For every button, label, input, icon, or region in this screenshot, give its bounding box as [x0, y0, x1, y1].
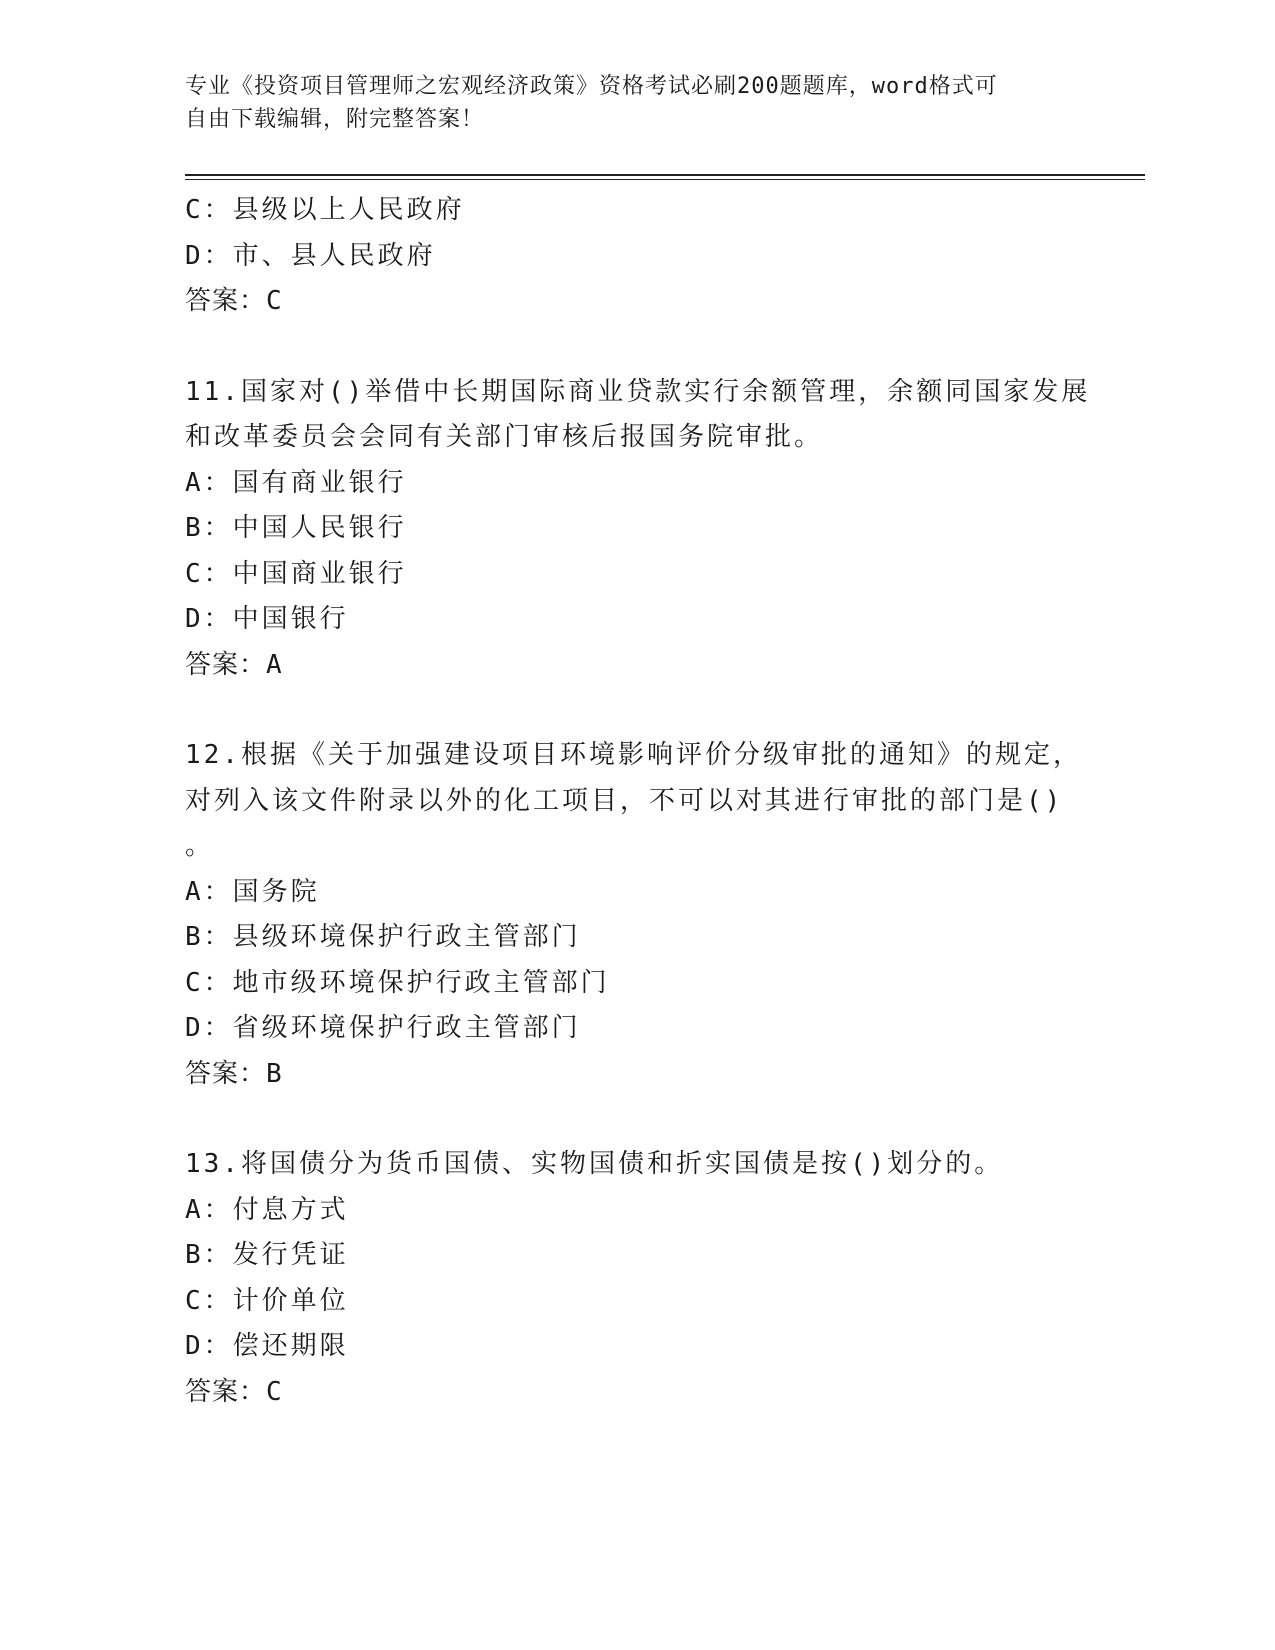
document-header	[185, 70, 1065, 136]
spacer	[185, 325, 1145, 370]
option-c: C：地市级环境保护行政主管部门	[185, 967, 610, 998]
option-a: A：国有商业银行	[185, 467, 407, 498]
answer-text: 答案：B	[185, 1058, 283, 1089]
spacer	[185, 1097, 1145, 1142]
header-line-2: 自由下载编辑，附完整答案！	[185, 107, 485, 132]
question-line: 。	[185, 831, 215, 861]
question-text	[185, 733, 1082, 870]
question-line: 13.将国债分为货币国债、实物国债和折实国债是按()划分的。	[185, 1149, 1004, 1179]
option-b: B：县级环境保护行政主管部门	[185, 922, 581, 952]
question-block	[185, 733, 1145, 1097]
option-b: B：发行凭证	[185, 1240, 349, 1270]
option-d: D：省级环境保护行政主管部门	[185, 1013, 581, 1043]
option-a: A：国务院	[185, 876, 320, 907]
option-d: D：偿还期限	[185, 1331, 349, 1361]
question-block	[185, 1142, 1145, 1415]
option-d: D：市、县人民政府	[185, 240, 436, 271]
question-line: 和改革委员会会同有关部门审核后报国务院审批。	[185, 422, 824, 452]
option-c: C：县级以上人民政府	[185, 195, 465, 225]
answer-text: 答案：C	[185, 286, 283, 316]
option-c: C：中国商业银行	[185, 558, 407, 589]
option-c: C：计价单位	[185, 1285, 349, 1316]
document-page	[185, 70, 1145, 1415]
spacer	[185, 688, 1145, 733]
option-d: D：中国银行	[185, 604, 349, 634]
question-line: 对列入该文件附录以外的化工项目，不可以对其进行审批的部门是()	[185, 785, 1064, 816]
question-content	[185, 188, 1145, 1415]
question-text	[185, 370, 1091, 461]
question-line: 11.国家对()举借中长期国际商业贷款实行余额管理，余额同国家发展	[185, 376, 1091, 407]
option-b: B：中国人民银行	[185, 513, 407, 543]
header-divider	[185, 174, 1145, 180]
question-line: 12.根据《关于加强建设项目环境影响评价分级审批的通知》的规定，	[185, 740, 1082, 770]
answer-text: 答案：C	[185, 1376, 283, 1407]
answer-text: 答案：A	[185, 649, 283, 680]
question-block	[185, 370, 1145, 689]
option-a: A：付息方式	[185, 1194, 349, 1225]
question-text	[185, 1142, 1065, 1188]
header-line-1: 专业《投资项目管理师之宏观经济政策》资格考试必刷200题题库，word格式可	[185, 74, 998, 99]
